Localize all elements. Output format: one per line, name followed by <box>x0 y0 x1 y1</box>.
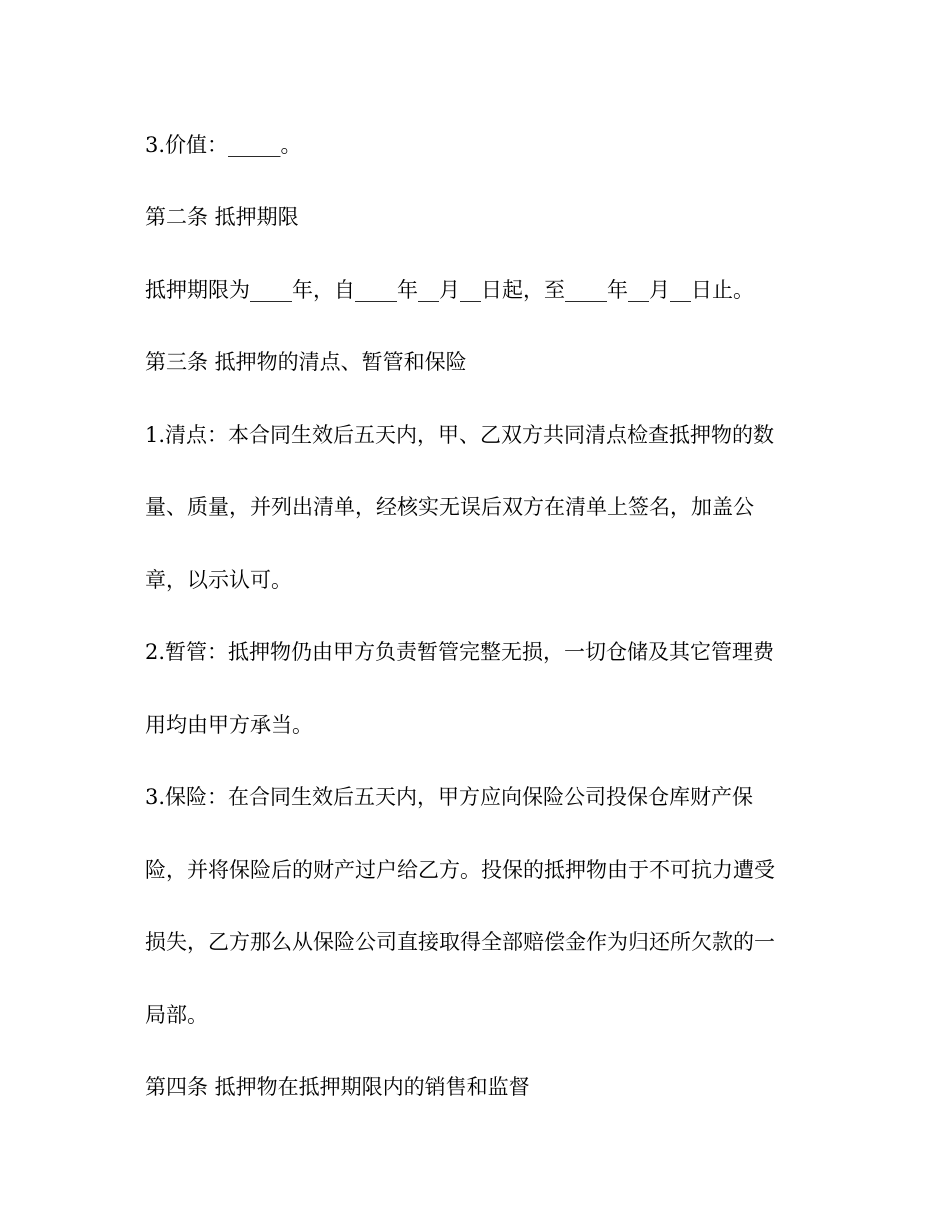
inventory-clause-line-2: 量、质量，并列出清单，经核实无误后双方在清单上签名，加盖公 <box>145 495 754 519</box>
article-4-heading: 第四条 抵押物在抵押期限内的销售和监督 <box>145 1075 530 1099</box>
inventory-clause-line-1: 1.清点：本合同生效后五天内，甲、乙双方共同清点检查抵押物的数 <box>145 423 775 447</box>
value-line: 3.价值：_____。 <box>145 133 302 157</box>
insurance-clause-line-2: 险，并将保险后的财产过户给乙方。投保的抵押物由于不可抗力遭受 <box>145 858 775 882</box>
article-2-heading: 第二条 抵押期限 <box>145 205 299 229</box>
insurance-clause-line-1: 3.保险：在合同生效后五天内，甲方应向保险公司投保仓库财产保 <box>145 785 754 809</box>
mortgage-term-line: 抵押期限为____年，自____年__月__日起，至____年__月__日止。 <box>145 278 754 302</box>
custody-clause-line-2: 用均由甲方承当。 <box>145 713 313 737</box>
insurance-clause-line-3: 损失，乙方那么从保险公司直接取得全部赔偿金作为归还所欠款的一 <box>145 930 775 954</box>
custody-clause-line-1: 2.暂管：抵押物仍由甲方负责暂管完整无损，一切仓储及其它管理费 <box>145 640 775 664</box>
article-3-heading: 第三条 抵押物的清点、暂管和保险 <box>145 350 467 374</box>
inventory-clause-line-3: 章，以示认可。 <box>145 568 292 592</box>
insurance-clause-line-4: 局部。 <box>145 1003 208 1027</box>
